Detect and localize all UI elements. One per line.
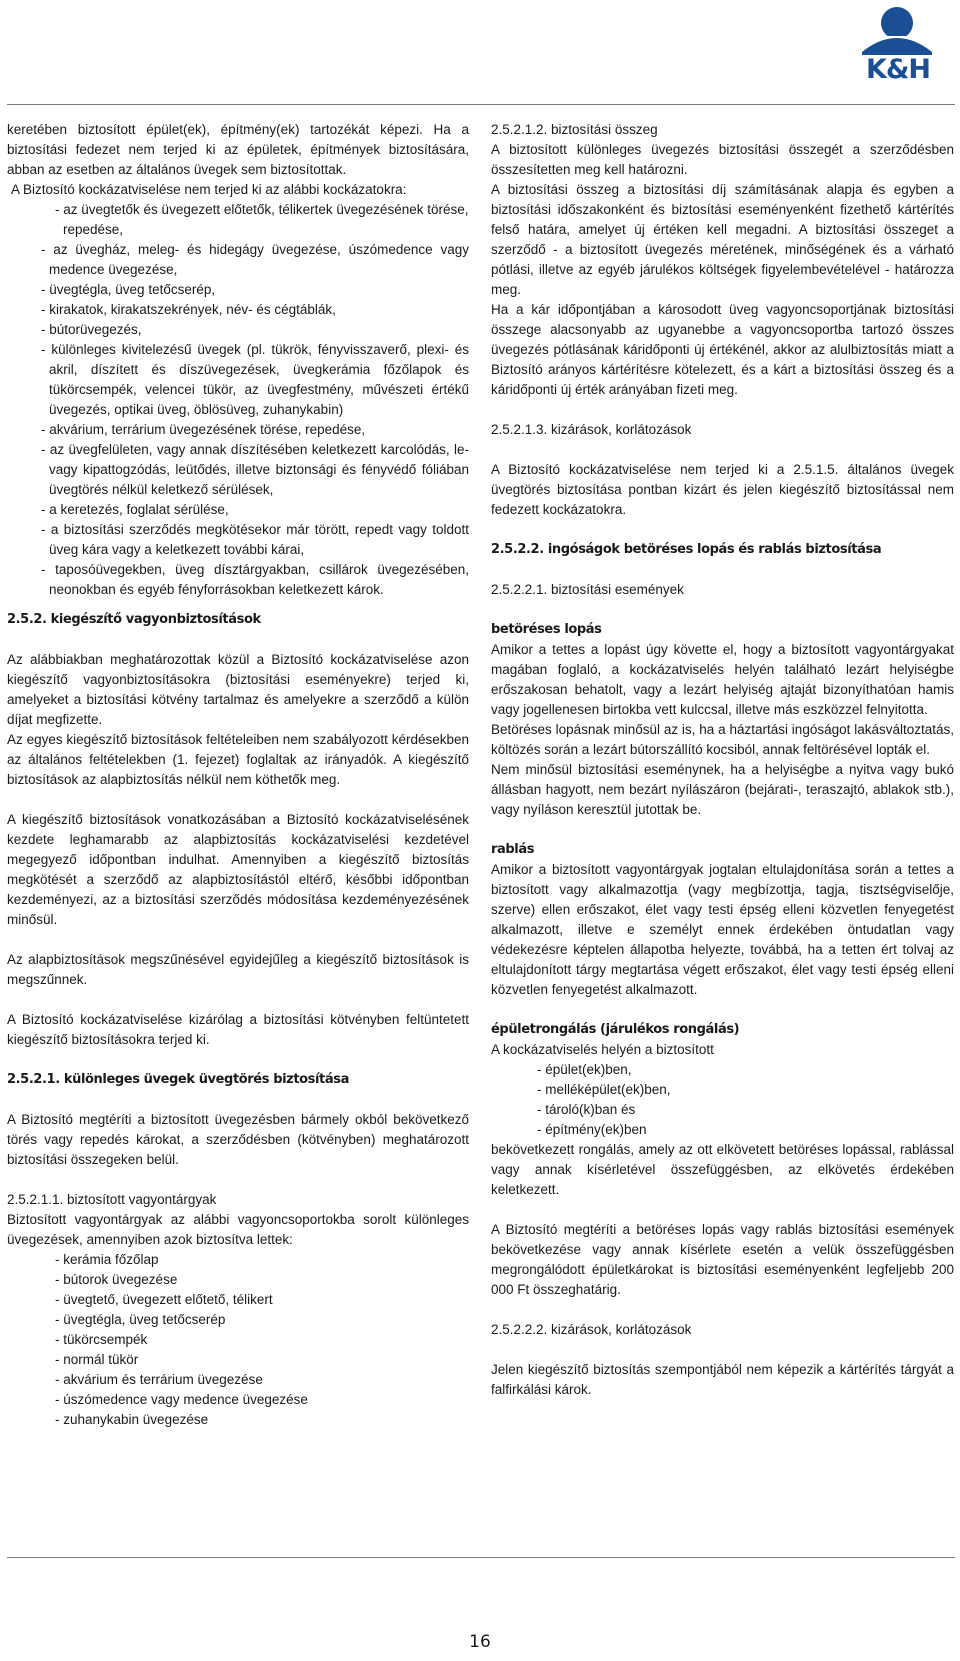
heading-betoreses-lopas: betöréses lopás	[491, 622, 602, 637]
paragraph: Az egyes kiegészítő biztosítások feltételeiben nem szabályozott kérdésekben az általános feltételekben (1. fejezet) foglaltak az irányadók. A kiegészítő biztosítások az alapbiztosítás nélkül nem köthetők meg.	[7, 732, 469, 787]
list-item: - tükörcsempék	[55, 1332, 148, 1347]
heading-rablas: rablás	[491, 842, 535, 857]
list-item: - kirakatok, kirakatszekrények, név- és cégtáblák,	[41, 302, 336, 317]
list-item: - építmény(ek)ben	[537, 1122, 647, 1137]
paragraph: Amikor a tettes a lopást úgy követte el, hogy a biztosított vagyontárgyakat magában foglaló, a kockázatviselés helyén található lezárt helyiségbe erőszakosan behatolt, vagy a lezárt helyiség ajtaját bizonyíthatóan hamis vagy jogellenesen birtokba vett kulccsal, illetve más eszközzel felnyitotta.	[491, 642, 954, 717]
kh-logo	[844, 4, 952, 86]
exclusions-list	[7, 200, 469, 600]
insured-items-list	[7, 1250, 469, 1430]
section-heading-2-5-2: 2.5.2. kiegészítő vagyonbiztosítások	[7, 612, 261, 627]
paragraph: Az alapbiztosítások megszűnésével egyidejűleg a kiegészítő biztosítások is megszűnnek.	[7, 952, 469, 987]
paragraph: Ha a kár időpontjában a károsodott üveg vagyoncsoportjának biztosítási összege alacsonyabb az ugyanebbe a vagyoncsoportba tartozó összes üvegezés pótlásának káridőponti új értékénél, akkor az alulbiztosítás miatt a Biztosító arányos kártérítésre kötelezett, és a kárt a biztosítási összeg és a káridőponti új érték arányában fizeti meg.	[491, 302, 954, 397]
paragraph: bekövetkezett rongálás, amely az ott elkövetett betöréses lopással, rablással vagy annak kísérletével összefüggésben, az elkövetés érdekében keletkezett.	[491, 1142, 954, 1197]
right-column	[491, 120, 954, 1400]
list-item: - épület(ek)ben,	[537, 1062, 632, 1077]
subsection-heading-2-5-2-1-1: 2.5.2.1.1. biztosított vagyontárgyak	[7, 1192, 217, 1207]
kh-logo-text: K&H	[865, 54, 931, 85]
paragraph: A Biztosító kockázatviselése nem terjed ki a 2.5.1.5. általános üvegek üvegtörés biztosítása pontban kizárt és jelen kiegészítő biztosítással nem fedezett kockázatokra.	[491, 462, 954, 517]
list-item: - akvárium, terrárium üvegezésének törése, repedése,	[41, 422, 366, 437]
list-item: - úszómedence vagy medence üvegezése	[55, 1392, 308, 1407]
exclusions-intro: A Biztosító kockázatviselése nem terjed ki az alábbi kockázatokra:	[11, 182, 407, 197]
paragraph: Biztosított vagyontárgyak az alábbi vagyoncsoportokba sorolt különleges üvegezések, amennyiben azok biztosítva lettek:	[7, 1212, 469, 1247]
left-column	[7, 120, 469, 1430]
list-item: - normál tükör	[55, 1352, 139, 1367]
paragraph: Nem minősül biztosítási eseménynek, ha a helyiségbe a nyitva vagy bukó állásban hagyott, nem bezárt nyílászáron (bejárati-, teraszajtó, ablakok stb.), vagy nyíláson keresztül jutottak be.	[491, 762, 954, 817]
section-heading-2-5-2-1: 2.5.2.1. különleges üvegek üvegtörés biztosítása	[7, 1072, 349, 1087]
subsection-heading-2-5-2-2-2: 2.5.2.2.2. kizárások, korlátozások	[491, 1322, 692, 1337]
paragraph: A biztosítási összeg a biztosítási díj számításának alapja és egyben a biztosítási időszakonként és biztosítási eseményenként fizethető kártérítés felső határa, amelyet új értéken kell megadni. A biztosítási összeget a szerződő - a biztosított üvegezés méretének, minőségének és a várható pótlási, illetve az egyéb járulékos költségek figyelembevételével - határozza meg.	[491, 182, 954, 297]
paragraph: A Biztosító kockázatviselése kizárólag a biztosítási kötvényben feltüntetett kiegészítő biztosításokra terjed ki.	[7, 1012, 469, 1047]
list-item: - melléképület(ek)ben,	[537, 1082, 671, 1097]
list-item: - a biztosítási szerződés megkötésekor már törött, repedt vagy toldott üveg kára vagy a keletkezett további kárai,	[41, 522, 469, 557]
list-item: - a keretezés, foglalat sérülése,	[41, 502, 229, 517]
list-item: - bútorok üvegezése	[55, 1272, 178, 1287]
subsection-heading-2-5-2-1-2: 2.5.2.1.2. biztosítási összeg	[491, 122, 658, 137]
list-item: - az üvegfelületen, vagy annak díszítésében keletkezett karcolódás, le- vagy kipattogzódás, leütődés, illetve biztonsági és fényvédő fóliában üvegtörés nélkül keletkező sérülések,	[41, 442, 469, 497]
kh-logo-mark-icon	[860, 6, 934, 56]
location-list	[491, 1060, 954, 1140]
list-item: - az üvegtetők és üvegezett előtetők, télikertek üvegezésének törése, repedése,	[55, 202, 469, 237]
paragraph: A biztosított különleges üvegezés biztosítási összegét a szerződésben összesítetten meg kell határozni.	[491, 142, 954, 177]
subsection-heading-2-5-2-1-3: 2.5.2.1.3. kizárások, korlátozások	[491, 422, 692, 437]
header-divider	[7, 104, 955, 105]
paragraph: A Biztosító megtéríti a betöréses lopás vagy rablás biztosítási események bekövetkezése vagy annak kísérlete esetén a velük összefüggésben megrongálódott épületkárokat is biztosítási eseményenként legfeljebb 200 000 Ft összeghatárig.	[491, 1222, 954, 1297]
list-item: - üvegtető, üvegezett előtető, télikert	[55, 1292, 273, 1307]
list-item: - különleges kivitelezésű üvegek (pl. tükrök, fényvisszaverő, plexi- és akril, díszített és díszüvegezések, üvegkerámia főzőlapok és tükörcsempék, velencei tükör, az üvegfestmény, művészeti értékű üvegezés, optikai üveg, öblösüveg, zuhanykabin)	[41, 342, 469, 417]
paragraph: Jelen kiegészítő biztosítás szempontjából nem képezik a kártérítés tárgyát a falfirkálási károk.	[491, 1362, 954, 1397]
list-item: - taposóüvegekben, üveg dísztárgyakban, csillárok üvegezésében, neonokban és egyéb fényforrásokban keletkezett károk.	[41, 562, 469, 597]
paragraph: A Biztosító megtéríti a biztosított üvegezésben bármely okból bekövetkező törés vagy repedés károkat, a szerződésben (kötvényben) meghatározott biztosítási összegeken belül.	[7, 1112, 469, 1167]
list-item: - az üvegház, meleg- és hidegágy üvegezése, úszómedence vagy medence üvegezése,	[41, 242, 469, 277]
intro-paragraph: keretében biztosított épület(ek), építmény(ek) tartozékát képezi. Ha a biztosítási fedezet nem terjed ki az épületek, építmények biztosítására, abban az esetben az általános üvegek sem biztosítottak.	[7, 122, 469, 177]
list-item: - üvegtégla, üveg tetőcserép	[55, 1312, 226, 1327]
section-heading-2-5-2-2: 2.5.2.2. ingóságok betöréses lopás és rablás biztosítása	[491, 542, 882, 557]
subsection-heading-2-5-2-2-1: 2.5.2.2.1. biztosítási események	[491, 582, 684, 597]
list-item: - kerámia főzőlap	[55, 1252, 159, 1267]
paragraph: Az alábbiakban meghatározottak közül a Biztosító kockázatviselése azon kiegészítő vagyonbiztosításokra (biztosítási eseményekre) terjed ki, amelyeket a biztosítási kötvény tartalmaz és amelyekre a szerződő a külön díjat megfizette.	[7, 652, 469, 727]
list-item: - zuhanykabin üvegezése	[55, 1412, 209, 1427]
heading-epuletrongalas: épületrongálás (járulékos rongálás)	[491, 1022, 740, 1037]
paragraph: A kockázatviselés helyén a biztosított	[491, 1042, 714, 1057]
paragraph: A kiegészítő biztosítások vonatkozásában a Biztosító kockázatviselésének kezdete leghamarabb az alapbiztosítás kockázatviselési kezdetével megegyező időpontban indulhat. Amennyiben a kiegészítő biztosítás megkötését a szerződő az alapbiztosítástól eltérő, későbbi időpontban kezdeményezi, az a biztosítási szerződés módosítása kezdeményezésének minősül.	[7, 812, 469, 927]
paragraph: Betöréses lopásnak minősül az is, ha a háztartási ingóságot lakásváltoztatás, költözés során a lezárt bútorszállító kocsiból, annak feltörésével lopták el.	[491, 722, 954, 757]
page-number: 16	[469, 1632, 491, 1652]
list-item: - tároló(k)ban és	[537, 1102, 636, 1117]
list-item: - bútorüvegezés,	[41, 322, 142, 337]
list-item: - akvárium és terrárium üvegezése	[55, 1372, 263, 1387]
list-item: - üvegtégla, üveg tetőcserép,	[41, 282, 216, 297]
paragraph: Amikor a biztosított vagyontárgyak jogtalan eltulajdonítása során a tettes a biztosított vagy alkalmazottja (vagy megbízottja, tagja, tisztségviselője, szerve) ellen erőszakot, élet vagy testi épség elleni közvetlen fenyegetést alkalmazott, illetve e személyt ennek érdekében öntudatlan vagy védekezésre képtelen állapotba helyezte, továbbá, ha a tetten ért tolvaj az eltulajdonított tárgy megtartása végett erőszakot, élet vagy testi épség elleni közvetlen fenyegetést alkalmazott.	[491, 862, 954, 997]
footer-divider	[7, 1557, 955, 1558]
